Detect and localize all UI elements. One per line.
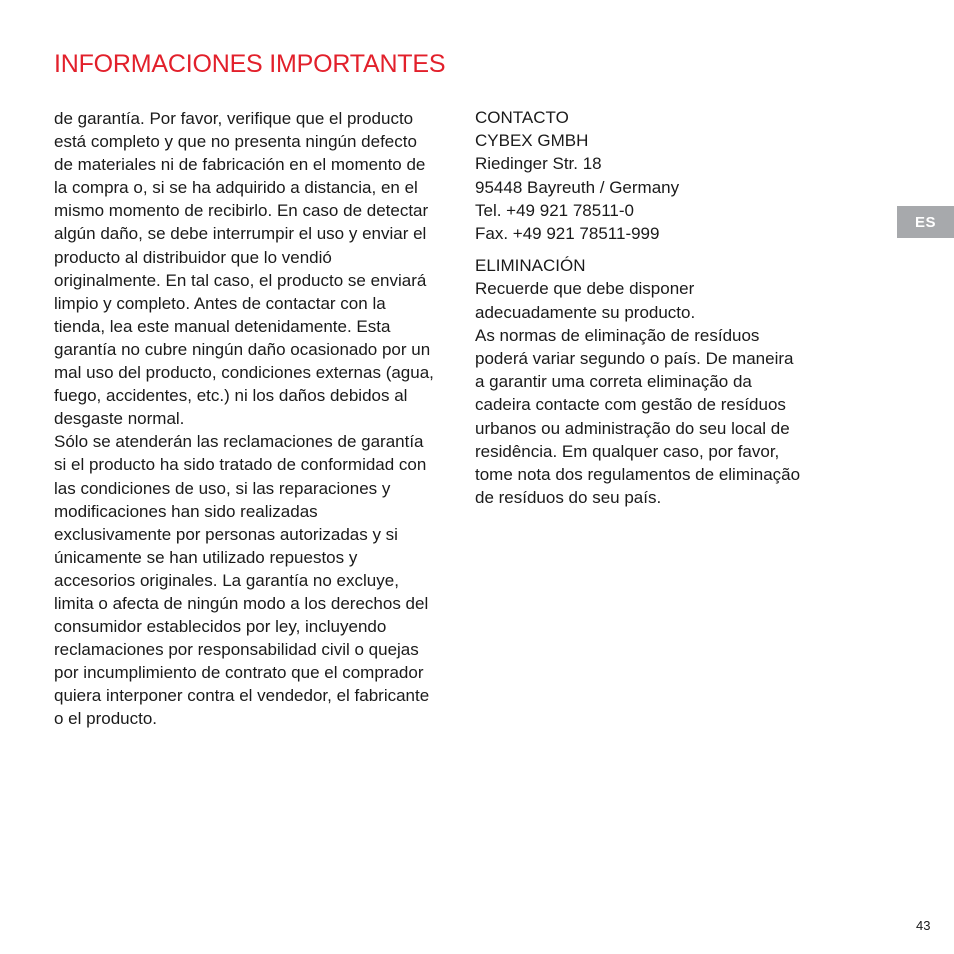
contact-heading: CONTACTO bbox=[475, 108, 569, 127]
disposal-line: residência. Em qualquer caso, por favor, bbox=[475, 441, 780, 461]
disposal-line: tome nota dos regulamentos de eliminação bbox=[475, 465, 801, 485]
disposal-section bbox=[475, 254, 875, 509]
warranty-text-column bbox=[54, 107, 439, 731]
contact-company: CYBEX GMBH bbox=[475, 131, 589, 151]
language-tab: ES bbox=[897, 206, 954, 238]
contact-street: Riedinger Str. 18 bbox=[475, 154, 602, 174]
warranty-paragraph-2: Sólo se atenderán las reclamaciones de garantía si el producto ha sido tratado de conformidad con las condiciones de uso, si las reparaciones y modificaciones han sido realizadas exclusivamente por personas autorizadas y si únicamente se han utilizado repuestos y accesorios originales. La garantía no excluye, limita o afecta de ningún modo a los derechos del consumidor establecidos por ley, incluyendo reclamaciones por responsabilidad civil o quejas por incumplimiento de contrato que el comprador quiera interponer contra el vendedor, el fabricante o el producto. bbox=[54, 432, 430, 729]
contact-disposal-column bbox=[475, 106, 875, 509]
disposal-heading: ELIMINACIÓN bbox=[475, 256, 586, 276]
warranty-paragraph-1: de garantía. Por favor, verifique que el producto está completo y que no presenta ningún defecto de materiales ni de fabricación en el momento de la compra o, si se ha adquirido a distancia, en el mismo momento de recibirlo. En caso de detectar algún daño, se debe interrumpir el uso y enviar el producto al distribuidor que lo vendió originalmente. En tal caso, el producto se enviará limpio y completo. Antes de contactar con la tienda, lea este manual detenidamente. Esta garantía no cubre ningún daño ocasionado por un mal uso del producto, condiciones externas (agua, fuego, accidentes, etc.) ni los daños debidos al desgaste normal. bbox=[54, 109, 434, 429]
contact-city: 95448 Bayreuth / Germany bbox=[475, 177, 680, 197]
contact-fax: Fax. +49 921 78511-999 bbox=[475, 224, 660, 244]
page-title: INFORMACIONES IMPORTANTES bbox=[54, 50, 446, 78]
disposal-line: cadeira contacte com gestão de resíduos bbox=[475, 395, 786, 415]
disposal-line: poderá variar segundo o país. De maneira bbox=[475, 349, 794, 369]
disposal-line: As normas de eliminação de resíduos bbox=[475, 325, 760, 345]
section-spacer bbox=[475, 245, 875, 254]
contact-phone: Tel. +49 921 78511-0 bbox=[475, 200, 634, 220]
disposal-line: Recuerde que debe disponer bbox=[475, 279, 695, 299]
page-number: 43 bbox=[916, 918, 931, 933]
disposal-line: urbanos ou administração do seu local de bbox=[475, 418, 790, 438]
disposal-line: de resíduos do seu país. bbox=[475, 488, 662, 508]
contact-section bbox=[475, 106, 875, 245]
disposal-line: a garantir uma correta eliminação da bbox=[475, 372, 752, 392]
disposal-line: adecuadamente su producto. bbox=[475, 302, 696, 322]
